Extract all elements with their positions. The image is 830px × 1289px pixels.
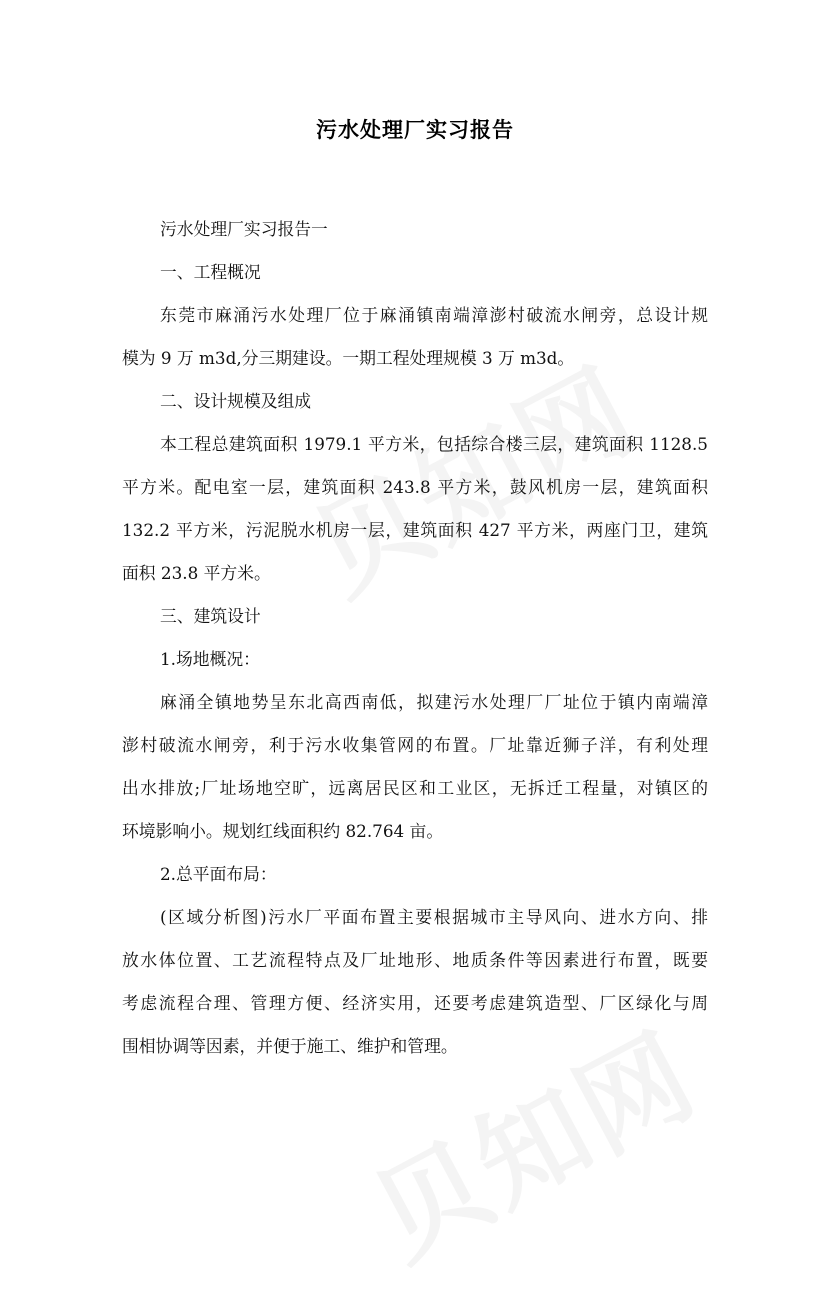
subsection-heading: 1.场地概况： bbox=[160, 649, 260, 669]
paragraph-line: 澎村破流水闸旁，利于污水收集管网的布置。厂址靠近狮子洋，有利处理 bbox=[122, 735, 708, 755]
subsection-heading: 2.总平面布局： bbox=[160, 864, 277, 884]
document-title: 污水处理厂实习报告 bbox=[316, 118, 514, 142]
paragraph-line: 出水排放;厂址场地空旷，远离居民区和工业区，无拆迁工程量，对镇区的 bbox=[122, 778, 708, 798]
paragraph-line: 平方米。配电室一层，建筑面积 243.8 平方米，鼓风机房一层，建筑面积 bbox=[122, 477, 708, 497]
section-subtitle: 污水处理厂实习报告一 bbox=[160, 219, 328, 239]
paragraph-line: 东莞市麻涌污水处理厂位于麻涌镇南端漳澎村破流水闸旁，总设计规 bbox=[160, 305, 708, 325]
section-heading: 二、设计规模及组成 bbox=[160, 391, 312, 411]
section-heading: 一、工程概况 bbox=[160, 262, 261, 282]
paragraph-line: 麻涌全镇地势呈东北高西南低，拟建污水处理厂厂址位于镇内南端漳 bbox=[160, 692, 708, 712]
paragraph-line: 面积 23.8 平方米。 bbox=[122, 563, 271, 583]
paragraph-line: (区域分析图)污水厂平面布置主要根据城市主导风向、进水方向、排 bbox=[160, 907, 708, 927]
section-heading: 三、建筑设计 bbox=[160, 606, 261, 626]
paragraph-line: 本工程总建筑面积 1979.1 平方米，包括综合楼三层，建筑面积 1128.5 bbox=[160, 434, 708, 454]
paragraph-line: 环境影响小。规划红线面积约 82.764 亩。 bbox=[122, 821, 444, 841]
paragraph-line: 考虑流程合理、管理方便、经济实用，还要考虑建筑造型、厂区绿化与周 bbox=[122, 993, 708, 1013]
paragraph-line: 132.2 平方米，污泥脱水机房一层，建筑面积 427 平方米，两座门卫，建筑 bbox=[122, 520, 708, 540]
paragraph-line: 模为 9 万 m3d,分三期建设。一期工程处理规模 3 万 m3d。 bbox=[122, 348, 575, 368]
paragraph-line: 围相协调等因素，并便于施工、维护和管理。 bbox=[122, 1036, 458, 1056]
paragraph-line: 放水体位置、工艺流程特点及厂址地形、地质条件等因素进行布置，既要 bbox=[122, 950, 708, 970]
